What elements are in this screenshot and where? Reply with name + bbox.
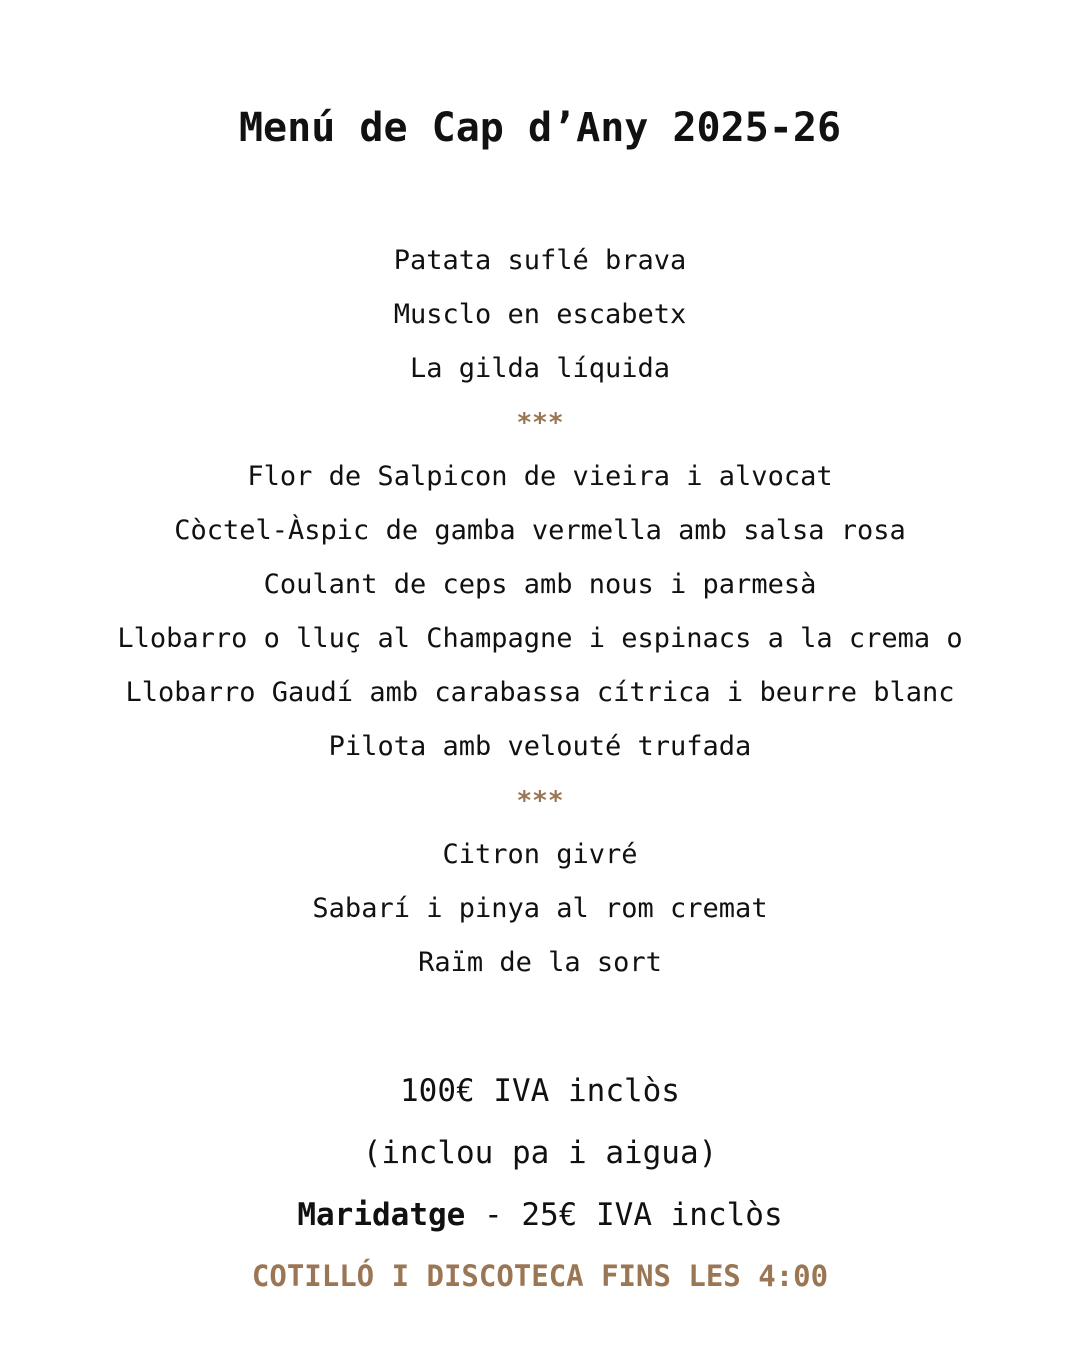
menu-item: Llobarro Gaudí amb carabassa cítrica i beurre blanc — [125, 677, 955, 708]
menu-item: Sabarí i pinya al rom cremat — [312, 893, 768, 924]
menu-item: Musclo en escabetx — [393, 299, 687, 330]
menu-item: Còctel-Àspic de gamba vermella amb salsa rosa — [174, 515, 906, 546]
menu-item: Patata suflé brava — [393, 245, 687, 276]
menu-item: Llobarro o lluç al Champagne i espinacs a la crema o — [117, 623, 963, 654]
menu-item: Flor de Salpicon de vieira i alvocat — [247, 461, 833, 492]
closing-banner: COTILLÓ I DISCOTECA FINS LES 4:00 — [251, 1259, 829, 1293]
pairing-line — [0, 1184, 1080, 1246]
menu-list — [0, 234, 1080, 990]
menu-item: Pilota amb velouté trufada — [328, 731, 752, 762]
pairing-label: Maridatge — [297, 1197, 466, 1233]
includes-line: (inclou pa i aigua) — [362, 1135, 718, 1171]
page-title: Menú de Cap d’Any 2025-26 — [238, 105, 842, 151]
menu-item: Coulant de ceps amb nous i parmesà — [263, 569, 817, 600]
pricing-section — [0, 1060, 1080, 1306]
menu-item: La gilda líquida — [409, 353, 671, 384]
price-line: 100€ IVA inclòs — [400, 1073, 680, 1109]
menu-item: Citron givré — [442, 839, 638, 870]
pairing-price: - 25€ IVA inclòs — [465, 1197, 783, 1233]
menu-item: Raïm de la sort — [418, 947, 662, 978]
menu-separator: *** — [516, 408, 564, 438]
menu-separator: *** — [516, 786, 564, 816]
